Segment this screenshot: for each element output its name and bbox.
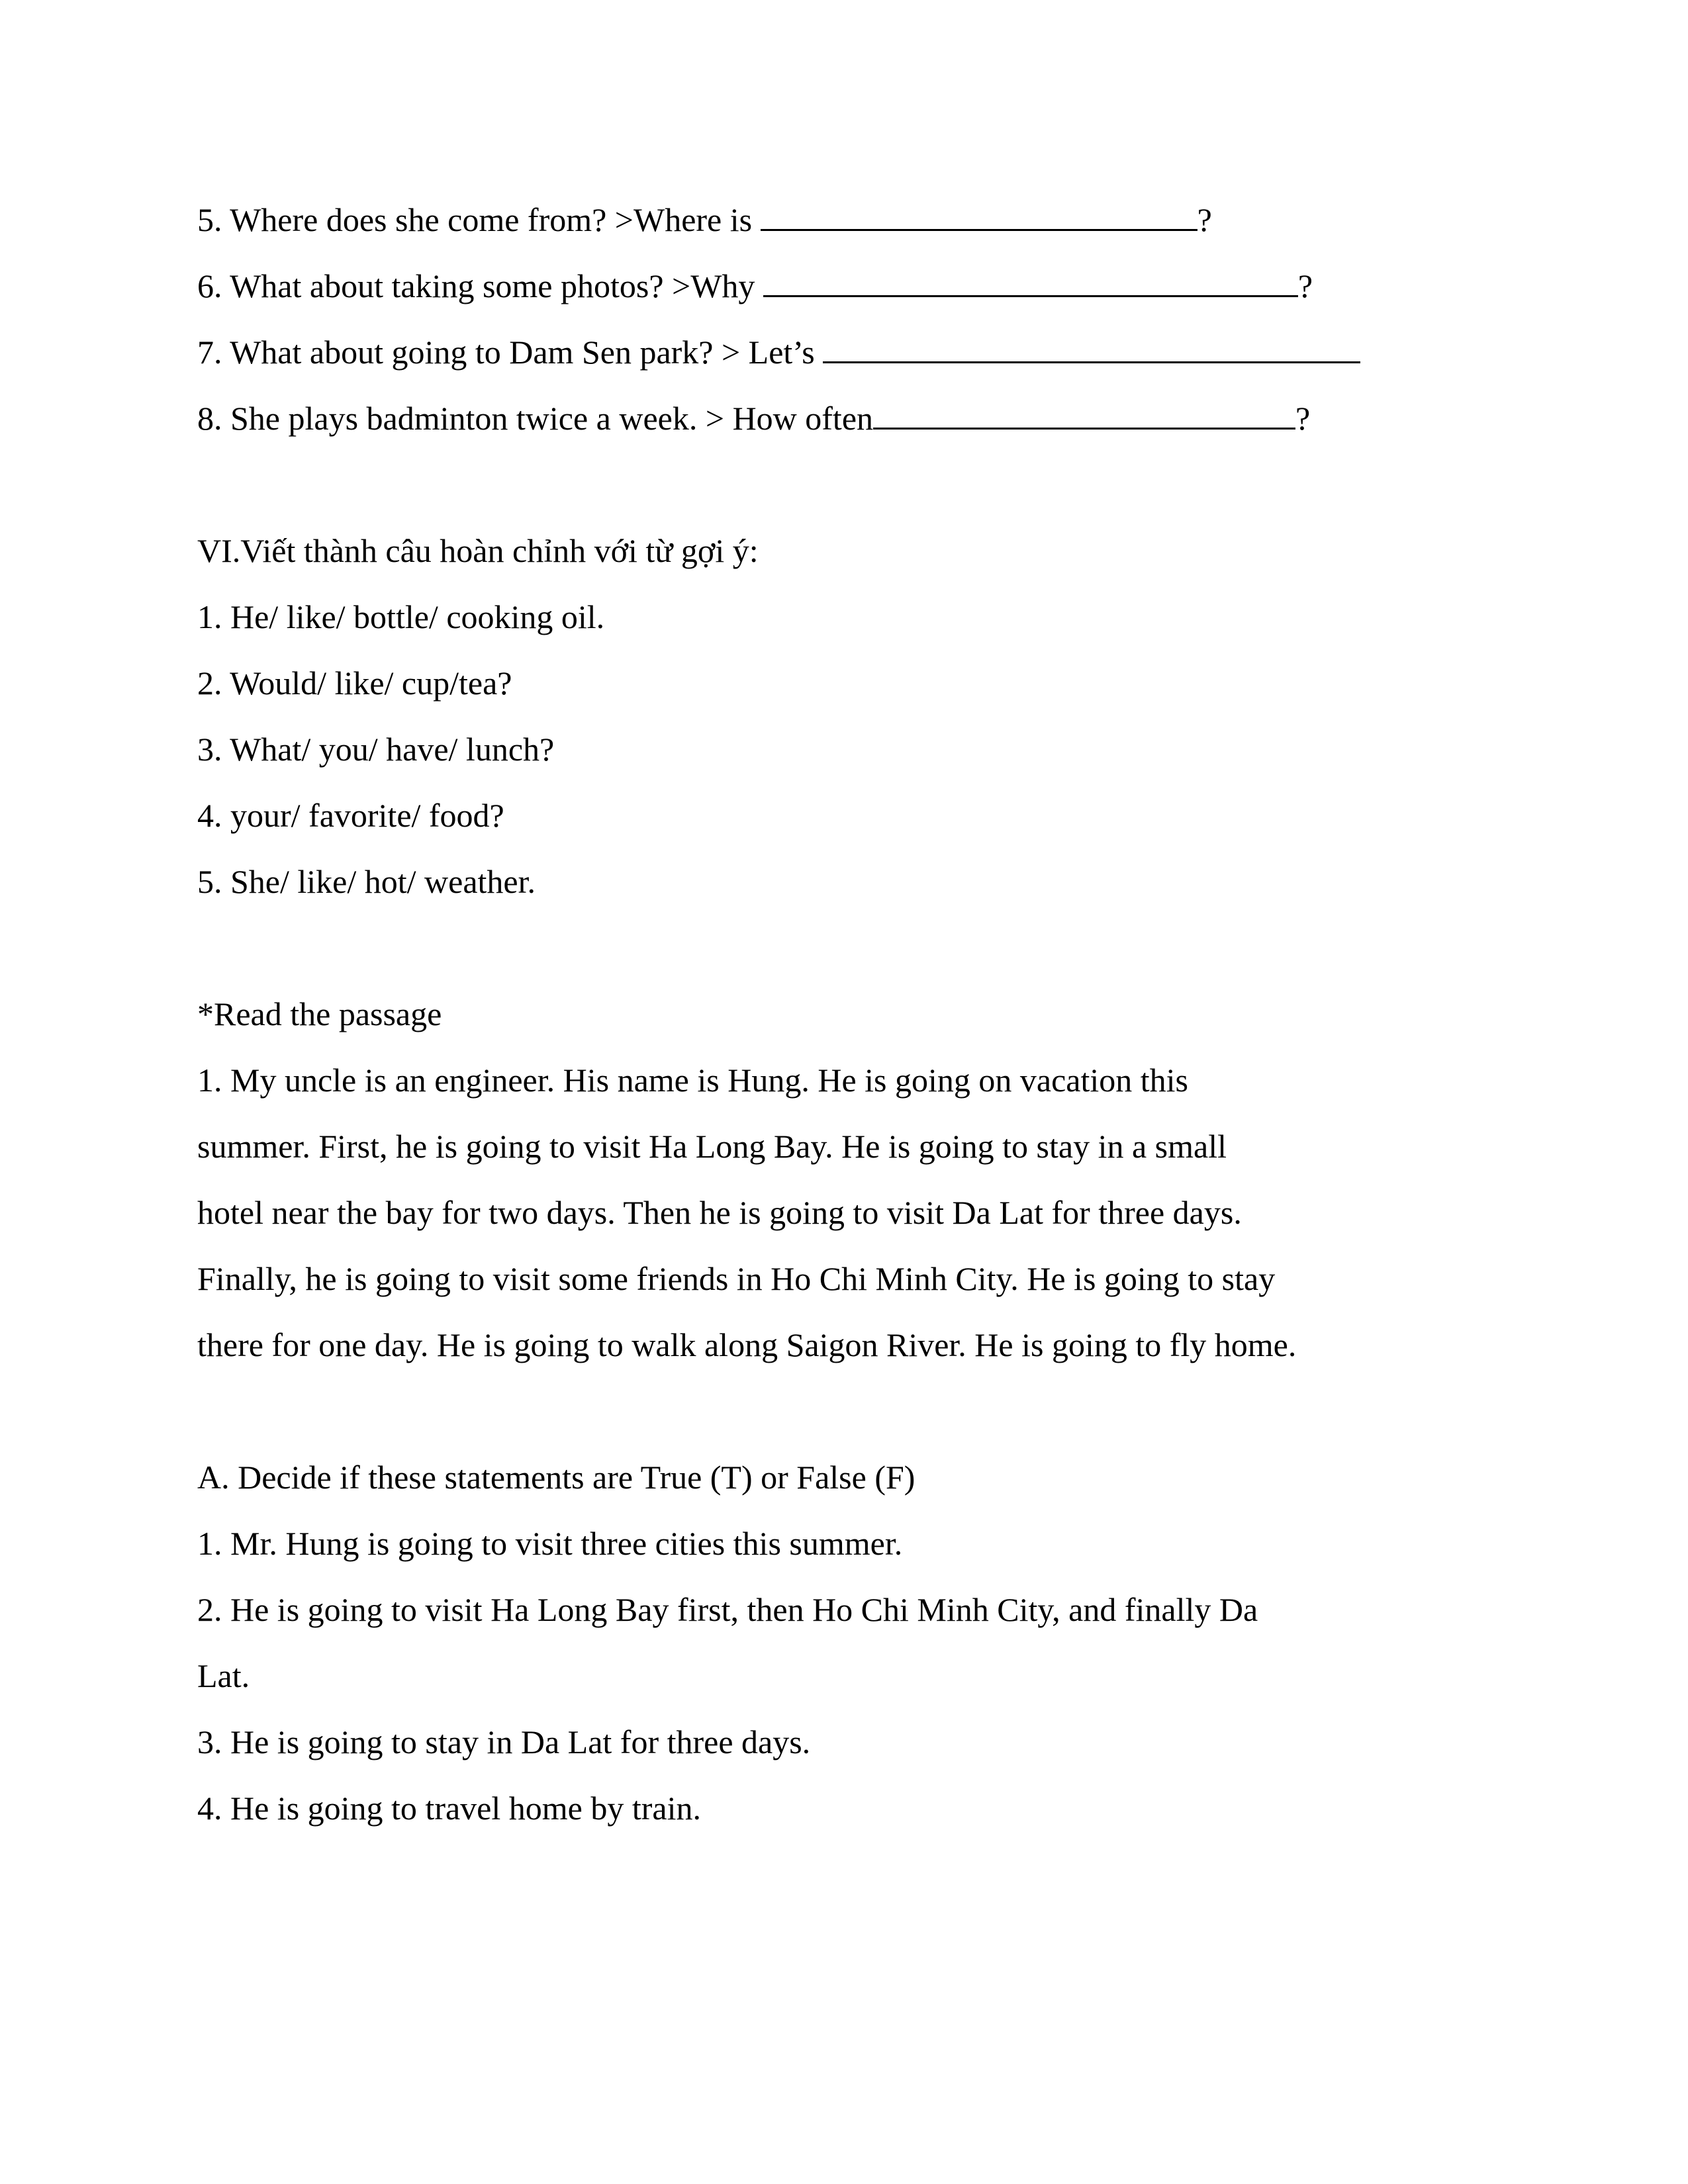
passage-line: 1. My uncle is an engineer. His name is Hung. He is going on vacation this [197, 1062, 1188, 1099]
passage-line: hotel near the bay for two days. Then he is going to visit Da Lat for three days. [197, 1194, 1242, 1231]
item-prompt: What about taking some photos? >Why [230, 267, 755, 304]
section-vi-heading: VI.Viết thành câu hoàn chỉnh với từ gợi ý: [197, 532, 759, 569]
answer-blank [873, 398, 1295, 430]
rewrite-item-5 [197, 200, 1212, 240]
passage-line: Finally, he is going to visit some friends in Ho Chi Minh City. He is going to stay [197, 1260, 1276, 1297]
reading-heading: *Read the passage [197, 995, 442, 1032]
true-false-item: 1. Mr. Hung is going to visit three cities this summer. [197, 1525, 903, 1562]
true-false-item: 4. He is going to travel home by train. [197, 1790, 701, 1827]
section-vi-item: 2. Would/ like/ cup/tea? [197, 664, 512, 702]
item-number: 7. [197, 334, 222, 371]
true-false-item: 3. He is going to stay in Da Lat for three days. [197, 1723, 811, 1760]
section-vi-item: 4. your/ favorite/ food? [197, 797, 504, 834]
item-prompt: Where does she come from? >Where is [230, 201, 753, 238]
item-number: 6. [197, 267, 222, 304]
section-vi-item: 3. What/ you/ have/ lunch? [197, 731, 555, 768]
passage-line: summer. First, he is going to visit Ha Long Bay. He is going to stay in a small [197, 1128, 1227, 1165]
answer-blank [761, 200, 1197, 231]
true-false-heading: A. Decide if these statements are True (T) or False (F) [197, 1459, 915, 1496]
answer-blank [823, 332, 1360, 363]
item-end: ? [1297, 267, 1313, 304]
section-vi-item: 1. He/ like/ bottle/ cooking oil. [197, 598, 605, 635]
rewrite-item-8 [197, 398, 1310, 438]
rewrite-item-6 [197, 266, 1313, 306]
answer-blank [763, 266, 1298, 297]
true-false-item-continued: Lat. [197, 1657, 250, 1694]
item-number: 5. [197, 201, 222, 238]
item-prompt: She plays badminton twice a week. > How often [230, 400, 874, 437]
true-false-item: 2. He is going to visit Ha Long Bay first, then Ho Chi Minh City, and finally Da [197, 1591, 1258, 1628]
passage-line: there for one day. He is going to walk along Saigon River. He is going to fly home. [197, 1326, 1297, 1363]
section-vi-item: 5. She/ like/ hot/ weather. [197, 863, 536, 900]
item-number: 8. [197, 400, 222, 437]
item-end: ? [1197, 201, 1212, 238]
item-prompt: What about going to Dam Sen park? > Let’s [230, 334, 815, 371]
item-end: ? [1295, 400, 1311, 437]
rewrite-item-7 [197, 332, 1360, 372]
